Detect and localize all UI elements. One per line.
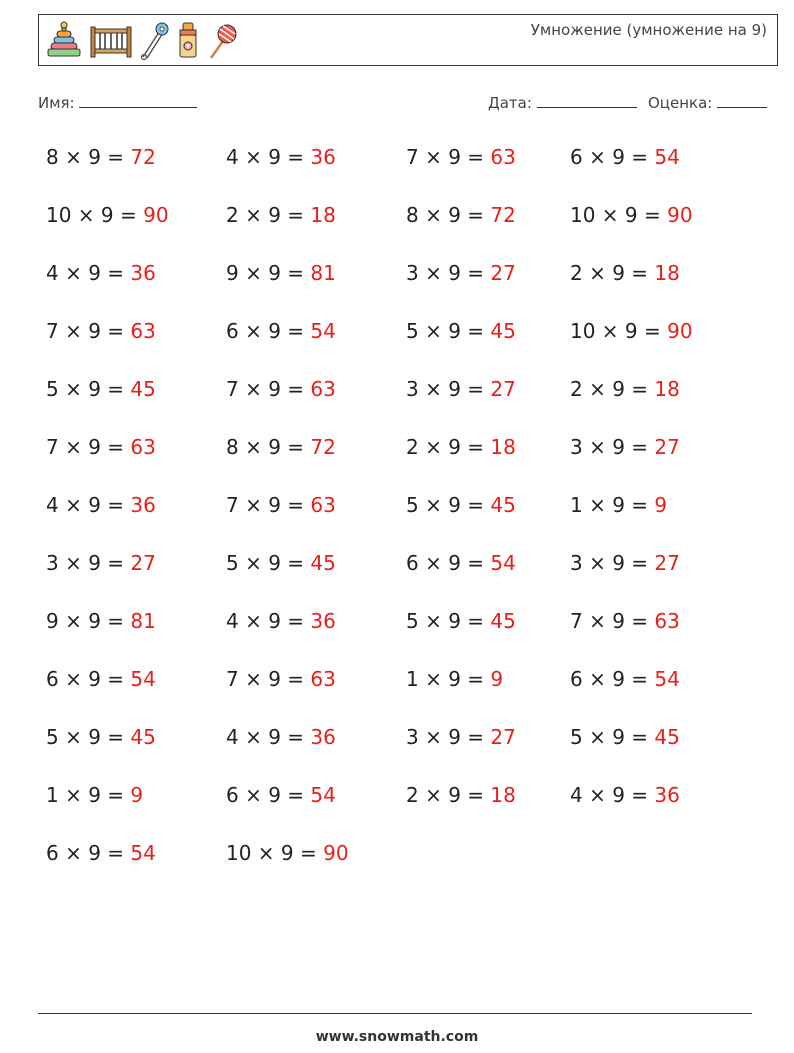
problem-item [46,551,156,575]
problem-answer: 27 [654,435,680,459]
problem-item [46,203,169,227]
problem-answer: 36 [130,261,156,285]
problem-question: 7 × 9 = [570,609,655,633]
problem-answer: 63 [310,667,336,691]
problem-question: 7 × 9 = [46,319,131,343]
problem-answer: 27 [490,261,516,285]
problem-item [406,783,516,807]
problem-answer: 36 [310,725,336,749]
problem-answer: 36 [310,609,336,633]
problem-answer: 72 [490,203,516,227]
problem-item [226,261,336,285]
problem-item [226,493,336,517]
problem-answer: 90 [323,841,349,865]
problem-item [46,667,156,691]
safety-pin-icon [139,21,169,61]
problem-item [226,783,336,807]
name-label: Имя: [38,94,75,112]
problem-item [406,609,516,633]
problem-item [570,725,680,749]
problem-answer: 18 [490,435,516,459]
problem-answer: 45 [490,609,516,633]
icon-strip [45,19,239,63]
problem-item [406,319,516,343]
problem-item [406,261,516,285]
problem-item [226,725,336,749]
problem-answer: 27 [490,377,516,401]
ring-stacker-icon [45,21,83,61]
problem-answer: 90 [667,319,693,343]
problem-answer: 63 [310,377,336,401]
problem-question: 9 × 9 = [226,261,311,285]
problem-question: 6 × 9 = [226,319,311,343]
problem-answer: 9 [130,783,144,807]
problem-question: 5 × 9 = [46,725,131,749]
problem-question: 6 × 9 = [570,145,655,169]
worksheet-title: Умножение (умножение на 9) [530,21,767,39]
problem-question: 6 × 9 = [406,551,491,575]
problem-question: 3 × 9 = [570,551,655,575]
problem-item [406,203,516,227]
problem-answer: 9 [490,667,504,691]
problem-answer: 45 [490,493,516,517]
problem-question: 1 × 9 = [406,667,491,691]
problem-item [226,145,336,169]
problem-question: 1 × 9 = [570,493,655,517]
date-blank-line[interactable] [537,93,637,108]
problem-answer: 54 [130,841,156,865]
problem-answer: 54 [490,551,516,575]
lollipop-icon [207,21,239,61]
footer-site: www.snowmath.com [315,1029,479,1045]
problem-item [46,435,156,459]
problem-answer: 63 [130,319,156,343]
problem-item [226,609,336,633]
problem-question: 10 × 9 = [226,841,324,865]
problem-answer: 63 [490,145,516,169]
problem-item [406,377,516,401]
problem-question: 6 × 9 = [46,667,131,691]
header-box [38,14,778,66]
problem-item [570,783,680,807]
problem-answer: 72 [310,435,336,459]
problem-question: 7 × 9 = [226,493,311,517]
problem-question: 4 × 9 = [46,261,131,285]
problem-answer: 54 [310,319,336,343]
problem-question: 4 × 9 = [46,493,131,517]
problem-answer: 63 [310,493,336,517]
problem-item [46,783,143,807]
problem-item [46,145,156,169]
problem-question: 4 × 9 = [570,783,655,807]
problem-answer: 54 [130,667,156,691]
problem-answer: 36 [654,783,680,807]
problem-item [46,319,156,343]
problem-question: 5 × 9 = [226,551,311,575]
problem-question: 7 × 9 = [226,667,311,691]
problem-answer: 54 [654,145,680,169]
problem-question: 2 × 9 = [406,435,491,459]
problem-answer: 36 [310,145,336,169]
problem-answer: 18 [310,203,336,227]
problem-item [406,667,503,691]
problem-answer: 27 [654,551,680,575]
problem-item [226,551,336,575]
problem-answer: 81 [310,261,336,285]
problem-answer: 27 [130,551,156,575]
problem-question: 4 × 9 = [226,145,311,169]
problem-answer: 18 [654,377,680,401]
problem-question: 7 × 9 = [226,377,311,401]
problem-item [406,435,516,459]
problem-answer: 63 [130,435,156,459]
baby-bottle-icon [175,21,201,61]
problem-answer: 27 [490,725,516,749]
problem-item [46,725,156,749]
problem-question: 3 × 9 = [406,261,491,285]
problem-answer: 45 [654,725,680,749]
problem-item [46,609,156,633]
problem-answer: 81 [130,609,156,633]
problem-answer: 72 [130,145,156,169]
problem-question: 3 × 9 = [46,551,131,575]
problem-answer: 63 [654,609,680,633]
footer-divider [38,1013,752,1014]
problem-question: 2 × 9 = [570,377,655,401]
problem-question: 5 × 9 = [406,493,491,517]
problem-item [226,203,336,227]
problem-question: 8 × 9 = [226,435,311,459]
problem-item [226,377,336,401]
problem-answer: 9 [654,493,668,517]
problem-answer: 45 [490,319,516,343]
problem-item [406,551,516,575]
problem-question: 4 × 9 = [226,725,311,749]
problem-question: 6 × 9 = [46,841,131,865]
date-label: Дата: [488,94,532,112]
problem-answer: 45 [130,377,156,401]
problem-question: 5 × 9 = [570,725,655,749]
problem-question: 3 × 9 = [406,725,491,749]
problem-question: 5 × 9 = [406,609,491,633]
problem-answer: 90 [667,203,693,227]
problem-item [406,145,516,169]
problem-question: 10 × 9 = [46,203,144,227]
problem-answer: 54 [654,667,680,691]
problem-question: 5 × 9 = [46,377,131,401]
crib-icon [89,21,133,61]
problem-question: 7 × 9 = [406,145,491,169]
problem-answer: 90 [143,203,169,227]
problem-answer: 18 [490,783,516,807]
problem-item [570,493,667,517]
problem-question: 7 × 9 = [46,435,131,459]
problem-question: 8 × 9 = [46,145,131,169]
grade-label: Оценка: [648,94,713,112]
problem-question: 3 × 9 = [406,377,491,401]
problem-item [46,377,156,401]
problem-item [226,319,336,343]
problem-answer: 54 [310,783,336,807]
problem-question: 2 × 9 = [406,783,491,807]
problem-question: 2 × 9 = [570,261,655,285]
problem-item [406,725,516,749]
problem-question: 4 × 9 = [226,609,311,633]
problem-question: 2 × 9 = [226,203,311,227]
problem-item [570,261,680,285]
problem-item [570,377,680,401]
problem-item [46,841,156,865]
problem-item [226,841,349,865]
problem-item [570,551,680,575]
name-blank-line[interactable] [79,93,197,108]
problem-item [570,435,680,459]
problem-question: 6 × 9 = [570,667,655,691]
problem-question: 10 × 9 = [570,203,668,227]
problem-answer: 36 [130,493,156,517]
problem-question: 10 × 9 = [570,319,668,343]
problem-question: 6 × 9 = [226,783,311,807]
problem-item [570,319,693,343]
problem-item [46,493,156,517]
problem-answer: 18 [654,261,680,285]
problem-item [570,203,693,227]
problem-item [570,145,680,169]
problem-item [46,261,156,285]
problem-question: 1 × 9 = [46,783,131,807]
problem-item [570,667,680,691]
problem-item [226,435,336,459]
problem-question: 5 × 9 = [406,319,491,343]
name-field [38,93,197,112]
problem-question: 9 × 9 = [46,609,131,633]
grade-blank-line[interactable] [717,93,767,108]
problem-item [226,667,336,691]
problem-question: 3 × 9 = [570,435,655,459]
problem-answer: 45 [130,725,156,749]
date-field [488,93,637,112]
grade-field [648,93,767,112]
problem-answer: 45 [310,551,336,575]
problem-question: 8 × 9 = [406,203,491,227]
problem-item [570,609,680,633]
problem-item [406,493,516,517]
